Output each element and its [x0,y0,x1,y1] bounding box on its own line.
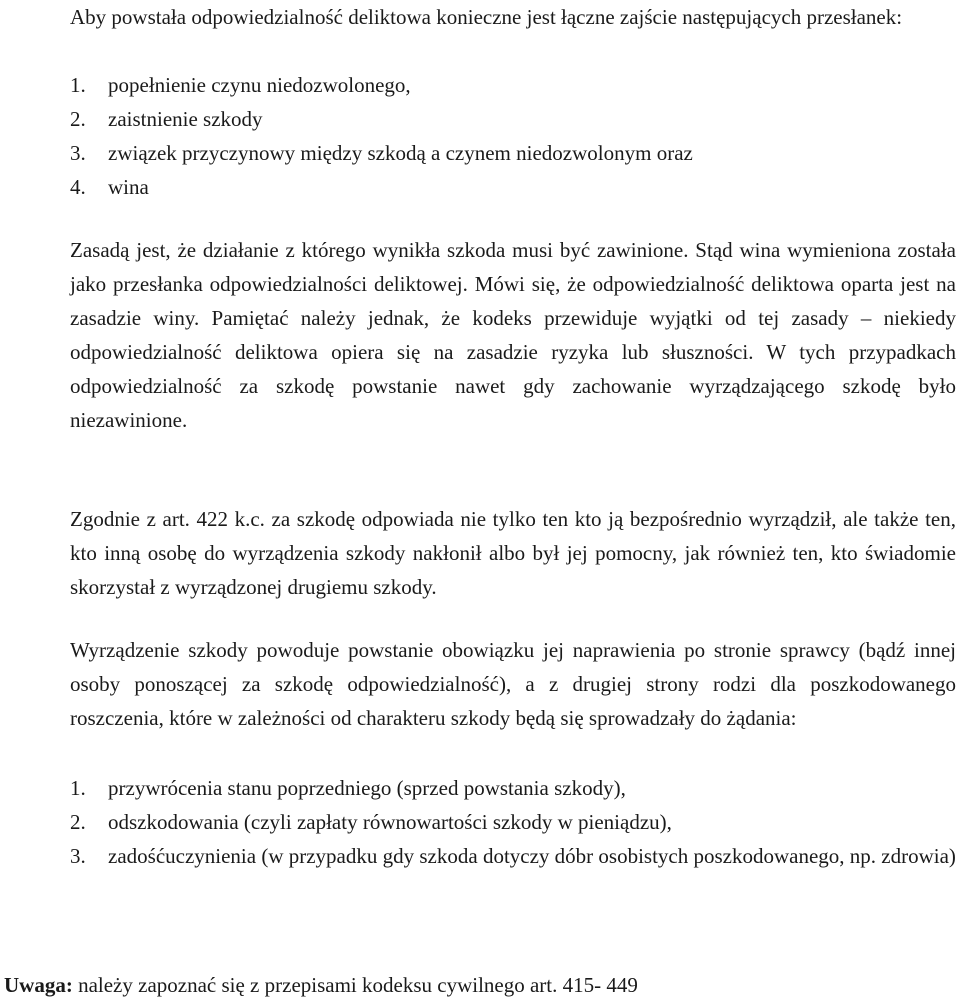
list-item-text: wina [108,175,149,199]
list-item-text: zadośćuczynienia (w przypadku gdy szkoda dotyczy dóbr osobistych poszkodowanego, np. zdrowia) [108,844,956,868]
list-item-number: 3. [70,141,86,165]
note-line [4,970,954,1000]
list-item-number: 1. [70,73,86,97]
list-item-text: popełnienie czynu niedozwolonego, [108,73,411,97]
list-item [70,805,956,839]
list-item-number: 2. [70,107,86,131]
list-item [70,102,956,136]
list-item-number: 4. [70,175,86,199]
list-item-number: 3. [70,844,86,868]
intro-paragraph: Aby powstała odpowiedzialność deliktowa konieczne jest łączne zajście następujących przesłanek: [70,5,903,29]
list-item-number: 2. [70,810,86,834]
conditions-list [70,68,956,204]
note-label: Uwaga: [4,973,73,997]
list-item-text: związek przyczynowy między szkodą a czynem niedozwolonym oraz [108,141,693,165]
list-item [70,136,956,170]
list-item-text: zaistnienie szkody [108,107,263,131]
note-text: należy zapoznać się z przepisami kodeksu cywilnego art. 415- 449 [72,973,638,997]
damage-paragraph: Wyrządzenie szkody powoduje powstanie obowiązku jej naprawienia po stronie sprawcy (bądź innej osoby ponoszącej za szkodę odpowiedzialność), a z drugiej strony rodzi dla poszkodowanego roszczenia, które w zależności od charakteru szkody będą się sprowadzały do żądania: [70,638,956,730]
fault-paragraph: Zasadą jest, że działanie z którego wynikła szkoda musi być zawinione. Stąd wina wymieniona została jako przesłanka odpowiedzialności deliktowej. Mówi się, że odpowiedzialność deliktowa oparta jest na zasadzie winy. Pamiętać należy jednak, że kodeks przewiduje wyjątki od tej zasady – niekiedy odpowiedzialność deliktowa opiera się na zasadzie ryzyka lub słuszności. W tych przypadkach odpowiedzialność za szkodę powstanie nawet gdy zachowanie wyrządzającego szkodę było niezawinione. [70,238,956,432]
list-item [70,771,956,805]
list-item-number: 1. [70,776,86,800]
list-item-text: przywrócenia stanu poprzedniego (sprzed powstania szkody), [108,776,626,800]
list-item [70,839,956,873]
list-item [70,170,956,204]
list-item-text: odszkodowania (czyli zapłaty równowartości szkody w pieniądzu), [108,810,672,834]
list-item [70,68,956,102]
article-paragraph: Zgodnie z art. 422 k.c. za szkodę odpowiada nie tylko ten kto ją bezpośrednio wyrządził, ale także ten, kto inną osobę do wyrządzenia szkody nakłonił albo był jej pomocny, jak również ten, kto świadomie skorzystał z wyrządzonej drugiemu szkody. [70,507,956,599]
claims-list [70,771,956,873]
